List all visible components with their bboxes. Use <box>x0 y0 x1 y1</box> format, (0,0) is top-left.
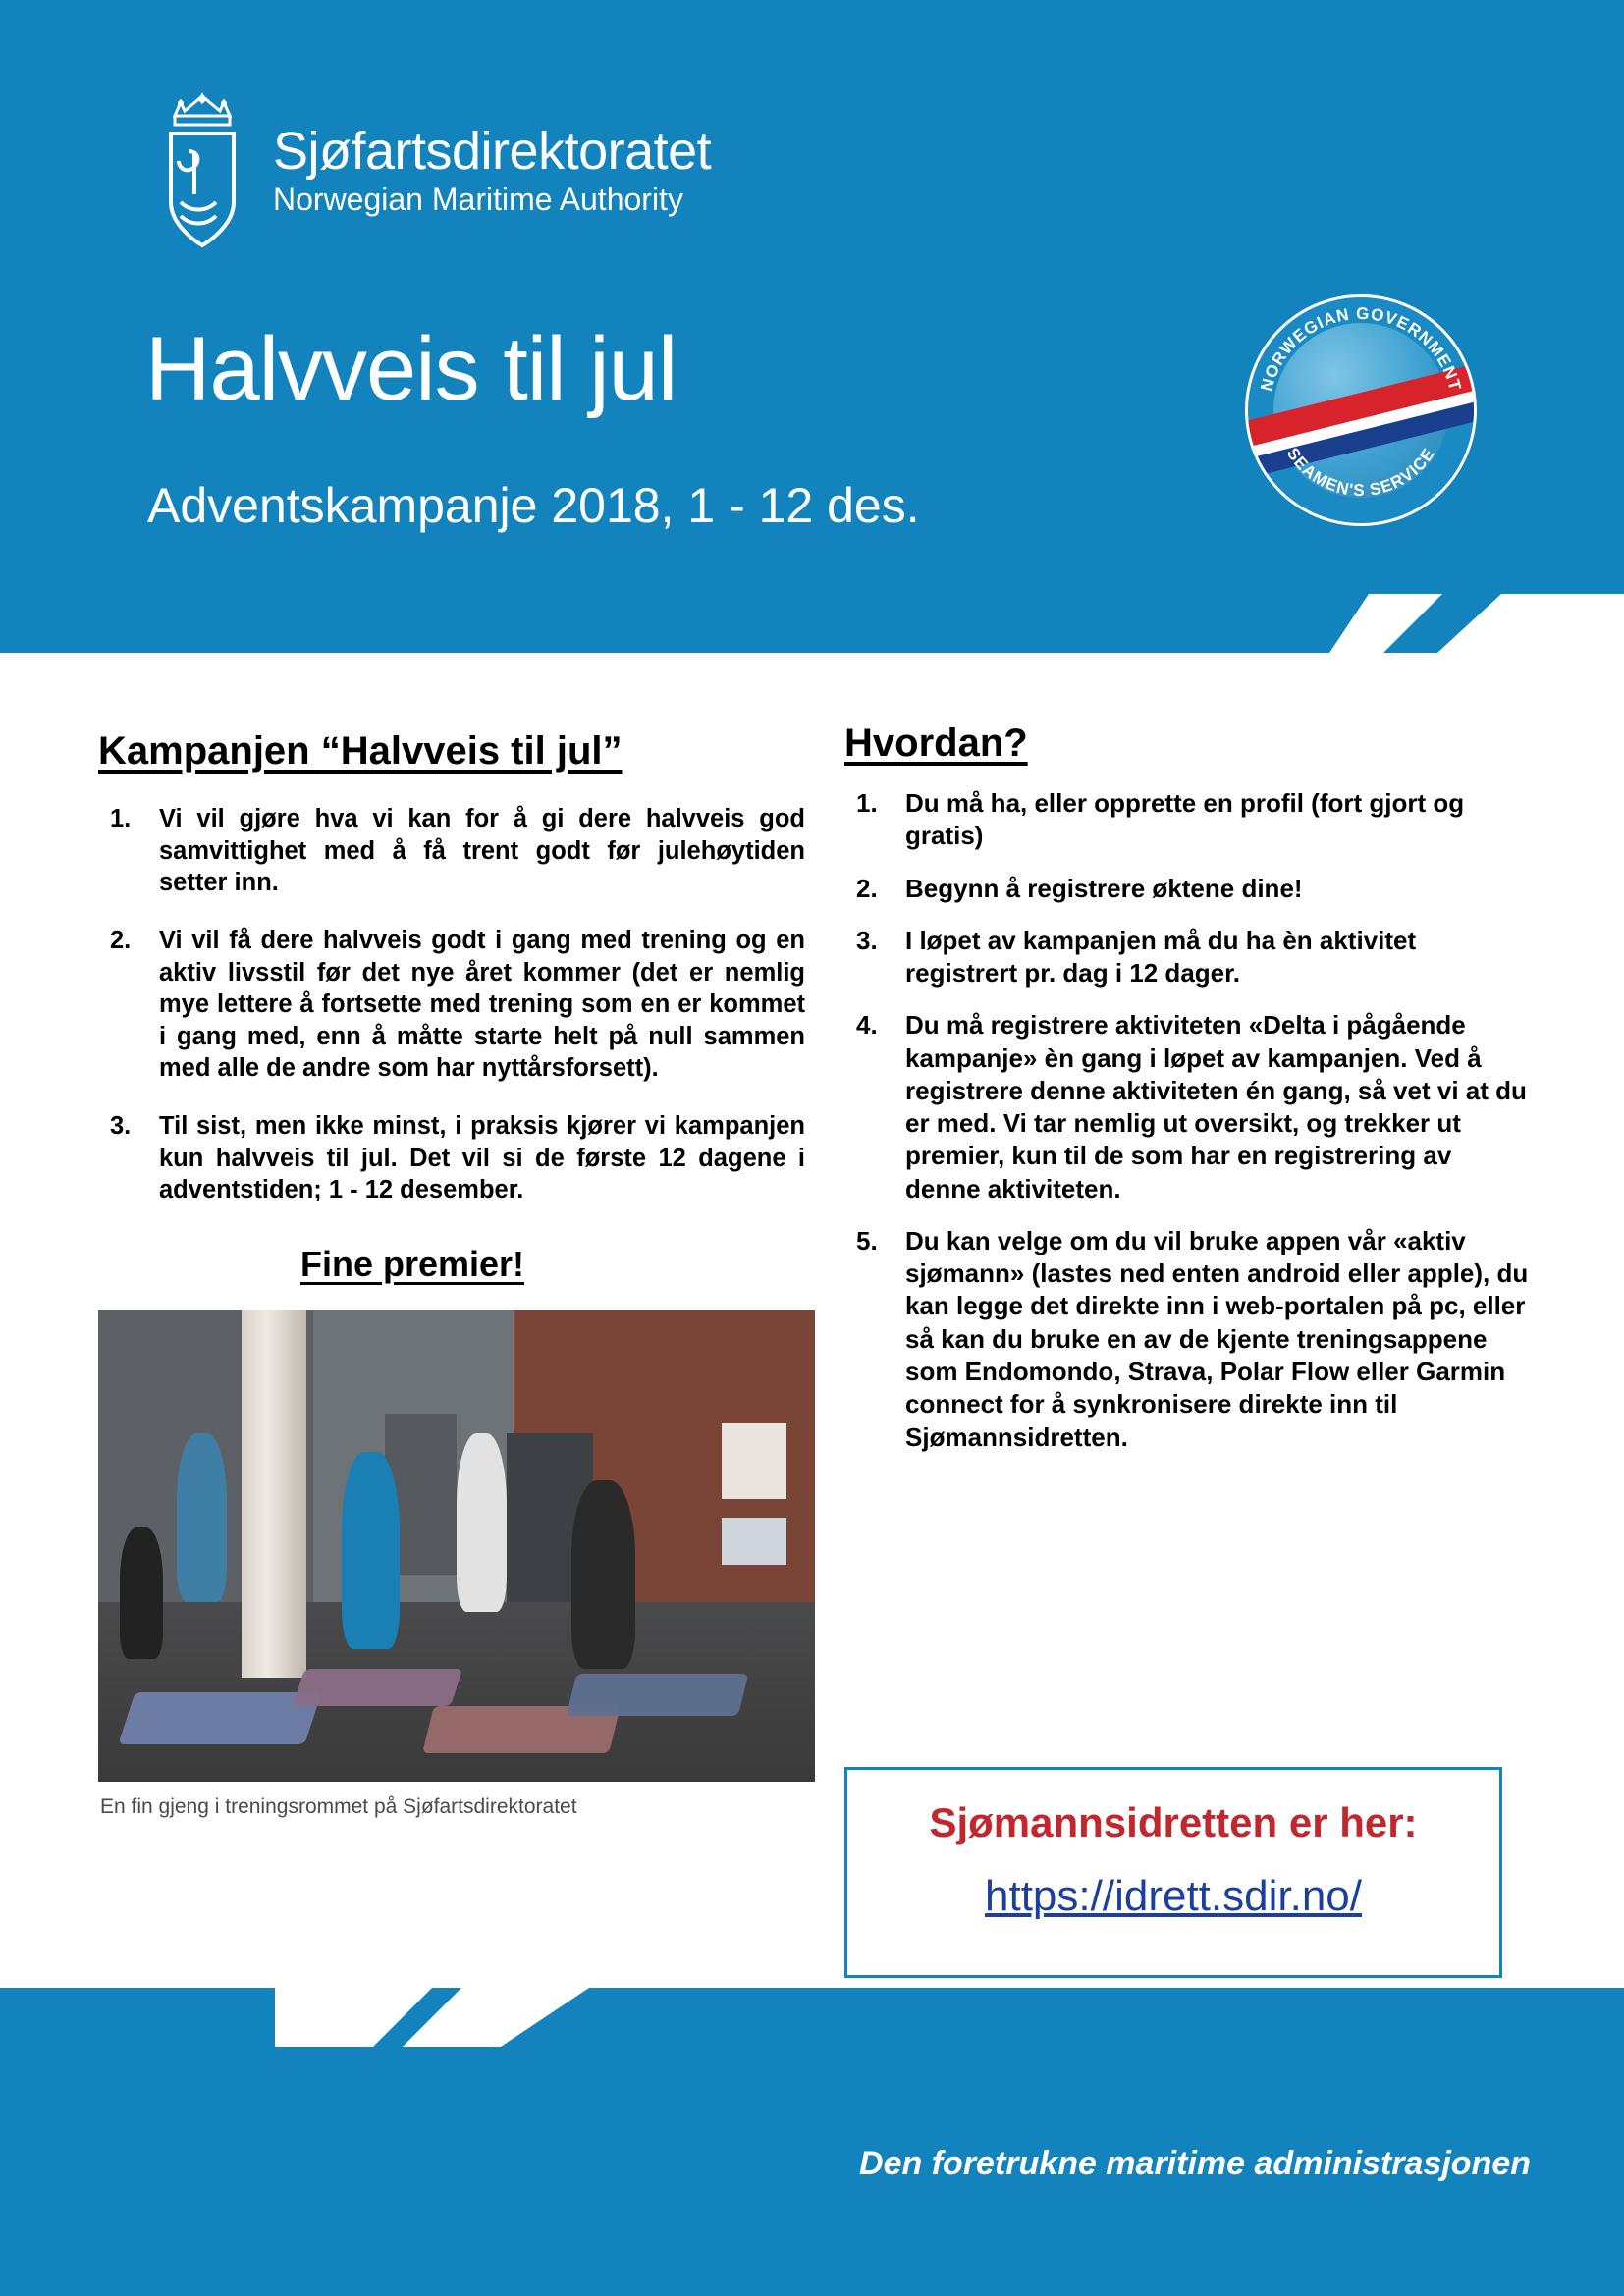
list-item <box>844 925 1532 990</box>
list-item-text: I løpet av kampanjen må du ha èn aktivitet registrert pr. dag i 12 dager. <box>905 925 1417 988</box>
list-item-number: 5. <box>856 1225 878 1255</box>
photo-wall-poster-2 <box>722 1518 786 1565</box>
header-notch-decoration <box>1329 594 1624 653</box>
logo-text <box>273 122 712 217</box>
seal-top-text: NORWEGIAN GOVERNMENT <box>1257 303 1465 394</box>
photo-caption: En fin gjeng i treningsrommet på Sjøfartsdirektoratet <box>100 1794 577 1818</box>
photo-person <box>342 1452 399 1650</box>
photo-person <box>571 1480 636 1669</box>
prizes-heading: Fine premier! <box>299 1243 525 1284</box>
link-callout-title: Sjømannsidretten er her: <box>929 1799 1418 1845</box>
gym-photo <box>98 1310 815 1782</box>
photo-yoga-mat <box>119 1692 322 1744</box>
seamens-service-seal-icon <box>1245 294 1477 526</box>
list-item-number: 4. <box>856 1010 878 1041</box>
sjomannsidretten-link[interactable]: https://idrett.sdir.no/ <box>985 1872 1362 1920</box>
list-item <box>98 925 805 1085</box>
list-item-number: 1. <box>110 805 132 832</box>
photo-yoga-mat <box>566 1674 748 1716</box>
campaign-heading: Kampanjen “Halvveis til jul” <box>98 729 623 773</box>
footer-tagline: Den foretrukne maritime administrasjonen <box>859 2145 1531 2182</box>
seal-ring-text <box>1248 297 1474 523</box>
poster-footer <box>0 1988 1624 2296</box>
list-item-text: Du kan velge om du vil bruke appen vår «aktiv sjømann» (lastes ned enten android eller apple), du kan legge det direkte inn i web-portalen på pc, eller så kan du bruke en av de kjente treningsappene som Endomondo, Strava, Polar Flow eller Garmin connect for å synkronisere direkte inn til Sjømannsidretten. <box>905 1225 1529 1452</box>
link-callout-box <box>844 1767 1502 1978</box>
photo-yoga-mat <box>293 1669 462 1706</box>
list-item <box>844 1225 1532 1454</box>
how-heading: Hvordan? <box>844 721 1028 765</box>
list-item-number: 1. <box>856 788 878 818</box>
photo-wall-poster <box>722 1423 786 1499</box>
organization-logo <box>149 86 711 253</box>
list-item <box>844 787 1532 853</box>
page-title: Halvveis til jul <box>145 319 677 419</box>
organization-name-english: Norwegian Maritime Authority <box>273 182 683 217</box>
list-item <box>844 1009 1532 1205</box>
photo-pillar <box>242 1310 306 1678</box>
photo-person <box>120 1527 163 1659</box>
list-item-text: Vi vil gjøre hva vi kan for å gi dere halvveis god samvittighet med å få trent godt før julehøytiden setter inn. <box>159 805 805 897</box>
photo-person <box>177 1433 227 1603</box>
how-list <box>844 787 1532 1454</box>
organization-name: Sjøfartsdirektoratet <box>273 122 712 181</box>
photo-person <box>457 1433 507 1612</box>
list-item <box>844 873 1532 905</box>
list-item-number: 2. <box>856 873 878 903</box>
list-item-number: 2. <box>110 926 132 954</box>
poster-body <box>0 653 1624 1988</box>
campaign-list <box>98 803 805 1206</box>
list-item-number: 3. <box>856 925 878 955</box>
poster-header <box>0 0 1624 653</box>
list-item-text: Du må ha, eller opprette en profil (fort gjort og gratis) <box>905 788 1465 851</box>
maritime-authority-crest-icon <box>149 86 255 253</box>
list-item-text: Begynn å registrere øktene dine! <box>905 873 1303 903</box>
list-item-number: 3. <box>110 1112 132 1140</box>
list-item-text: Vi vil få dere halvveis godt i gang med trening og en aktiv livsstil før det nye året kommer (det er nemlig mye lettere å fortsette med trening som en er kommet i gang med, enn å måtte starte helt på null sammen med alle de andre som har nyttårsforsett). <box>159 926 805 1083</box>
campaign-section <box>98 729 805 1819</box>
seal-bottom-text: SEAMEN'S SERVICE <box>1282 444 1439 501</box>
footer-notch-decoration <box>275 1988 589 2047</box>
list-item <box>98 1110 805 1206</box>
list-item <box>98 803 805 899</box>
list-item-text: Til sist, men ikke minst, i praksis kjører vi kampanjen kun halvveis til jul. Det vil si de første 12 dagene i adventstiden; 1 - 12 desember. <box>159 1112 805 1204</box>
list-item-text: Du må registrere aktiviteten «Delta i pågående kampanje» èn gang i løpet av kampanjen. Ved å registrere denne aktiviteten én gang, så vet vi at du er med. Vi tar nemlig ut oversikt, og trekker ut premier, kun til de som har en registrering av denne aktiviteten. <box>905 1010 1527 1203</box>
how-section <box>844 721 1532 1473</box>
page-subtitle: Adventskampanje 2018, 1 - 12 des. <box>147 478 920 533</box>
